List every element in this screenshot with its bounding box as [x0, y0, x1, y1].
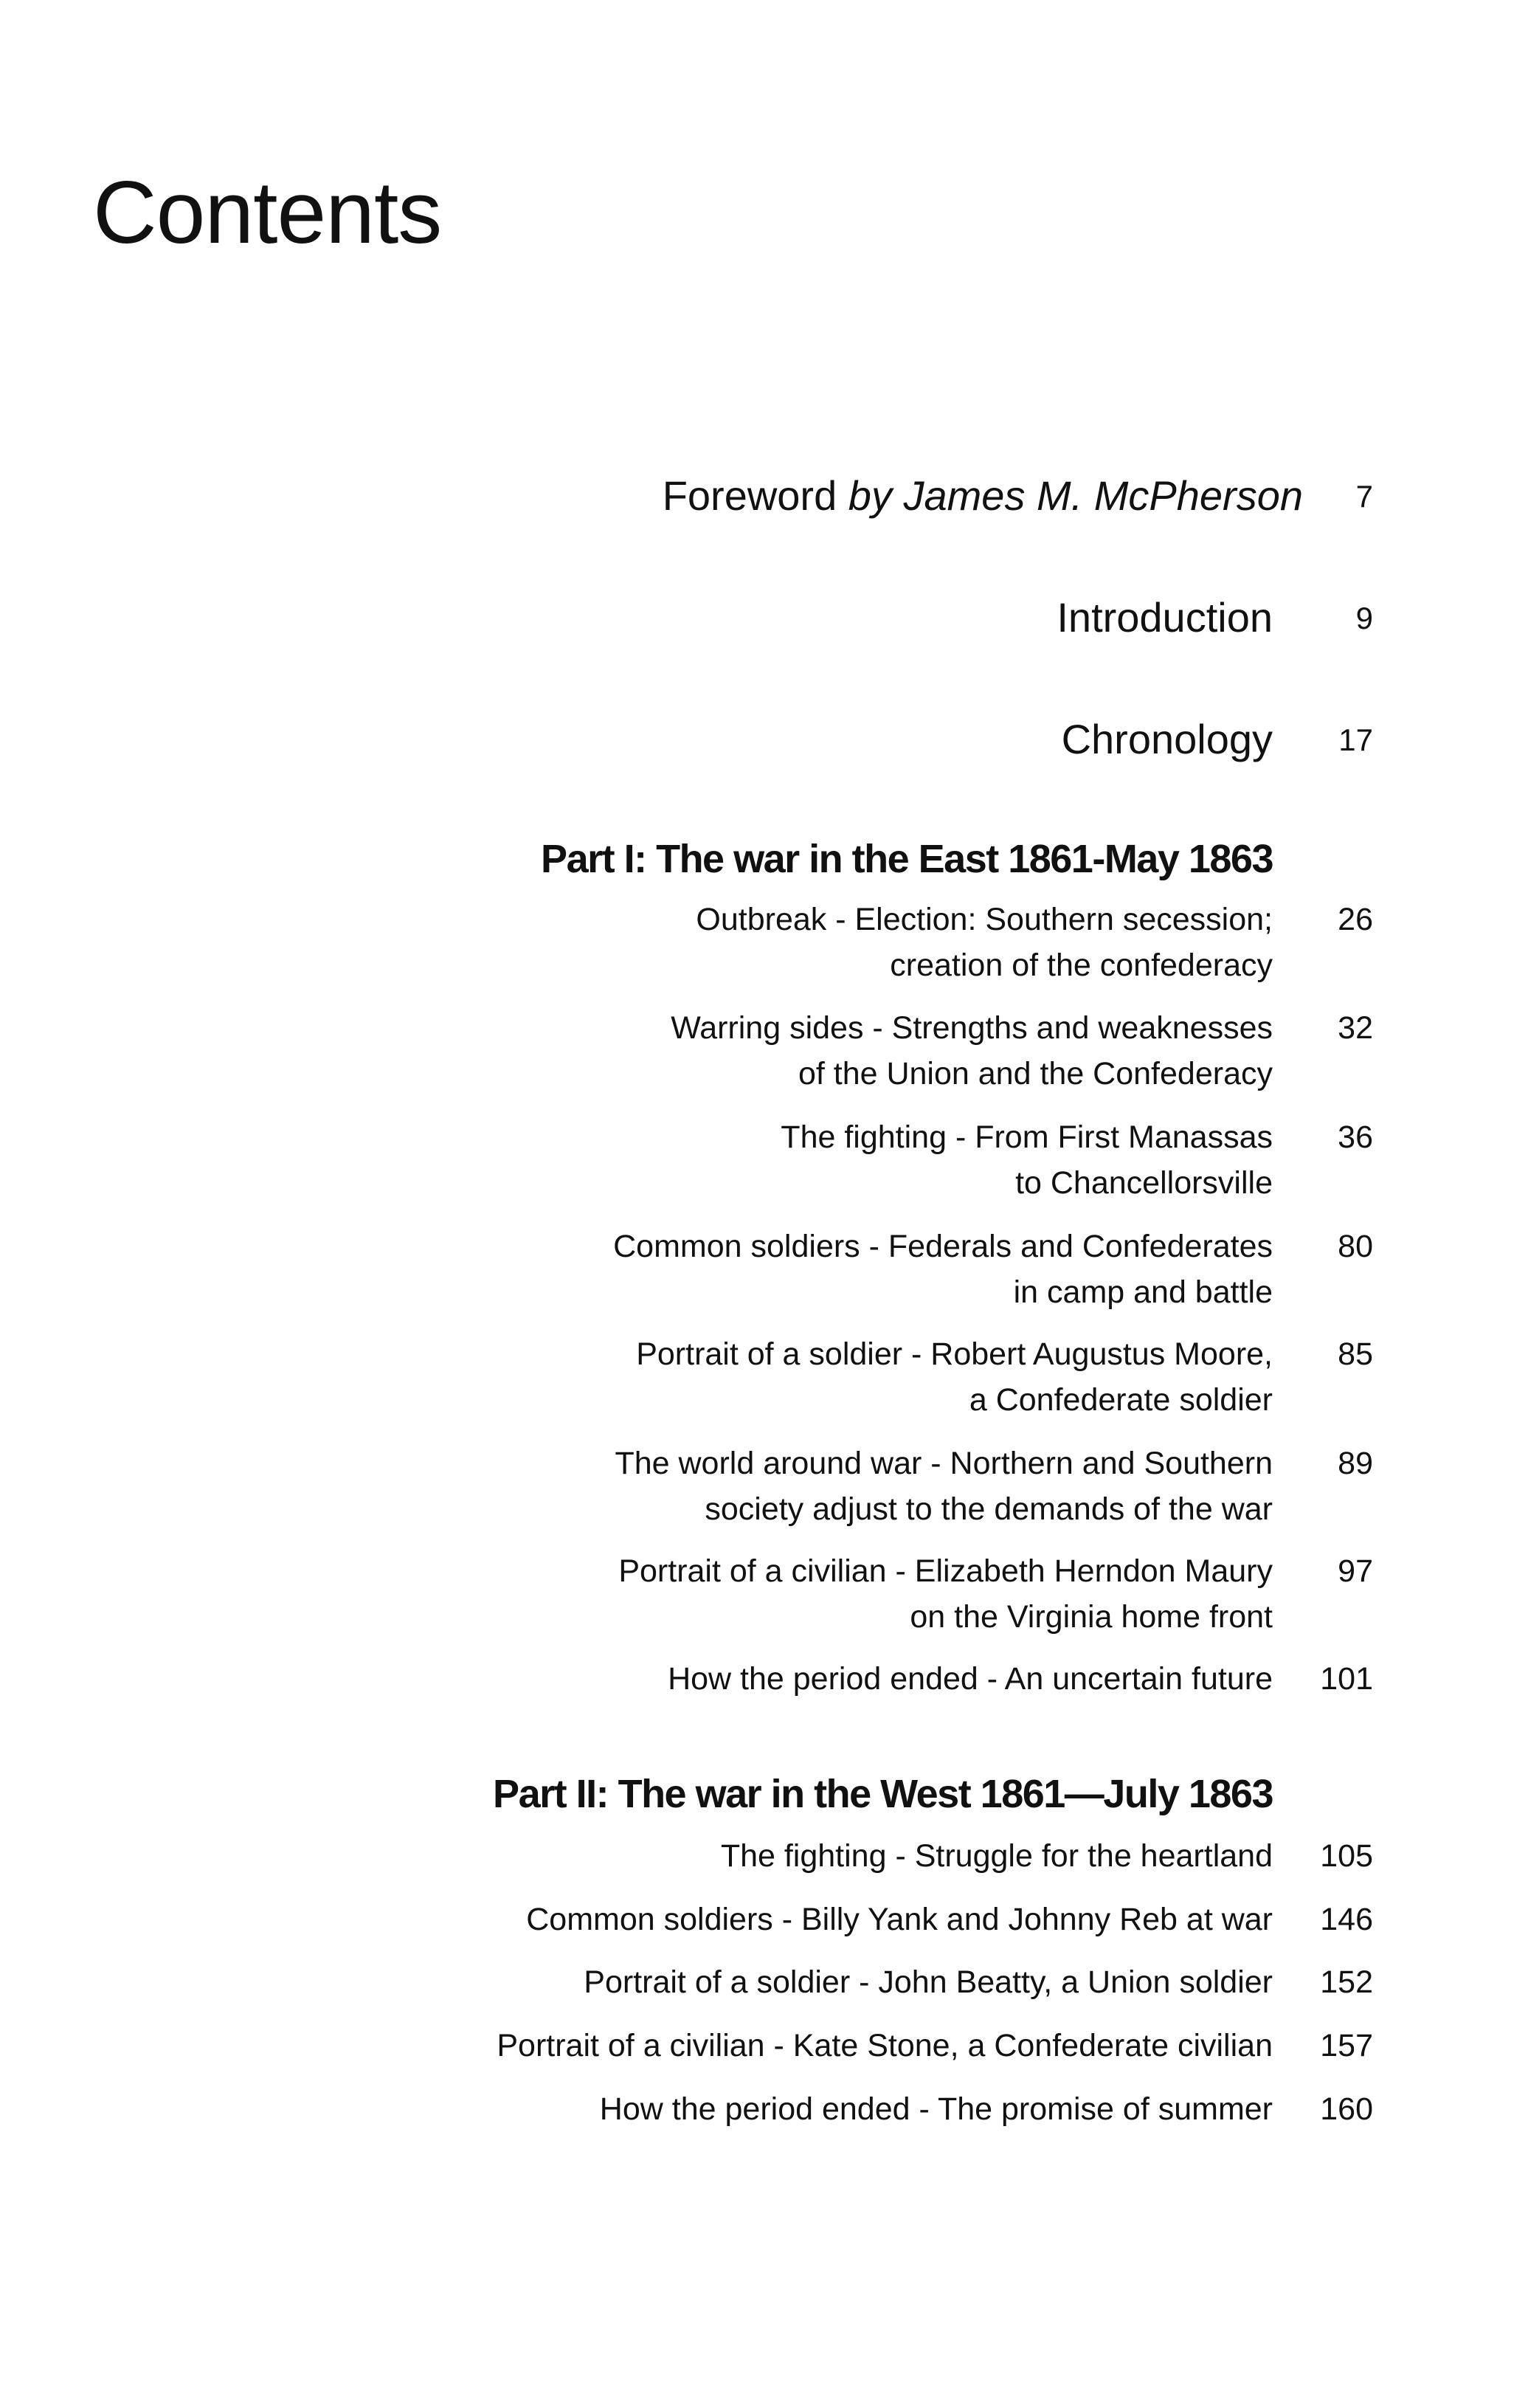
- entry-line: The fighting - From First Manassas: [781, 1120, 1273, 1155]
- toc-entry-text: [636, 1331, 1273, 1423]
- toc-entry-text: [696, 897, 1273, 988]
- entry-line: of the Union and the Confederacy: [798, 1056, 1273, 1091]
- part-heading: Part II: The war in the West 1861—July 1863: [493, 1772, 1273, 1816]
- toc-page-number: 89: [1338, 1446, 1373, 1481]
- toc-entry-text: [618, 1548, 1273, 1640]
- toc-entry-text: [781, 1114, 1273, 1206]
- part-heading: Part I: The war in the East 1861-May 1863: [541, 837, 1273, 881]
- entry-line: on the Virginia home front: [910, 1599, 1273, 1635]
- foreword-byline: by James M. McPherson: [848, 472, 1303, 519]
- toc-page-number: 26: [1338, 902, 1373, 937]
- toc-entry-text: Portrait of a soldier - John Beatty, a Union soldier: [584, 1964, 1273, 2000]
- toc-page-number: 157: [1320, 2028, 1373, 2063]
- toc-page-number: 101: [1320, 1661, 1373, 1697]
- toc-page-number: 9: [1355, 601, 1373, 635]
- entry-line: Outbreak - Election: Southern secession;: [696, 902, 1273, 937]
- toc-page-number: 146: [1320, 1902, 1373, 1937]
- entry-line: in camp and battle: [1013, 1274, 1273, 1310]
- entry-line: creation of the confederacy: [890, 948, 1273, 983]
- toc-page-number: 36: [1338, 1120, 1373, 1155]
- entry-line: Portrait of a civilian - Elizabeth Herndon Maury: [618, 1553, 1273, 1589]
- toc-entry-text: Portrait of a civilian - Kate Stone, a Confederate civilian: [497, 2028, 1273, 2063]
- toc-page-number: 160: [1320, 2091, 1373, 2127]
- entry-line: How the period ended - An uncertain future: [668, 1661, 1273, 1697]
- entry-line: to Chancellorsville: [1015, 1165, 1273, 1201]
- entry-line: a Confederate soldier: [969, 1382, 1273, 1418]
- entry-line: society adjust to the demands of the war: [705, 1491, 1273, 1527]
- toc-entry-text: Introduction: [1057, 594, 1273, 641]
- toc-page-number: 7: [1355, 479, 1373, 514]
- toc-page-number: 105: [1320, 1838, 1373, 1874]
- entry-line: Common soldiers - Federals and Confederates: [613, 1229, 1273, 1264]
- toc-entry-text: [668, 1656, 1273, 1702]
- toc-entry-text: [615, 1441, 1273, 1532]
- page-title: Contents: [93, 163, 442, 262]
- entry-line: The world around war - Northern and Southern: [615, 1446, 1273, 1481]
- toc-entry-text: Chronology: [1061, 716, 1273, 762]
- toc-entry-text: The fighting - Struggle for the heartland: [720, 1838, 1273, 1874]
- toc-entry-text: [671, 1005, 1273, 1097]
- toc-page-number: 85: [1338, 1336, 1373, 1372]
- toc-page-number: 17: [1338, 722, 1373, 757]
- toc-page-number: 152: [1320, 1964, 1373, 2000]
- toc-page-number: 80: [1338, 1229, 1373, 1264]
- toc-entry-text: [613, 1224, 1273, 1315]
- toc-entry-text: Common soldiers - Billy Yank and Johnny Reb at war: [526, 1902, 1273, 1937]
- toc-page-number: 97: [1338, 1553, 1373, 1589]
- entry-line: Warring sides - Strengths and weaknesses: [671, 1010, 1273, 1046]
- entry-line: Portrait of a soldier - Robert Augustus Moore,: [636, 1336, 1273, 1372]
- foreword-label: Foreword: [662, 472, 837, 519]
- toc-entry-text: [663, 472, 1303, 520]
- toc-page-number: 32: [1338, 1010, 1373, 1046]
- toc-entry-text: How the period ended - The promise of summer: [599, 2091, 1273, 2127]
